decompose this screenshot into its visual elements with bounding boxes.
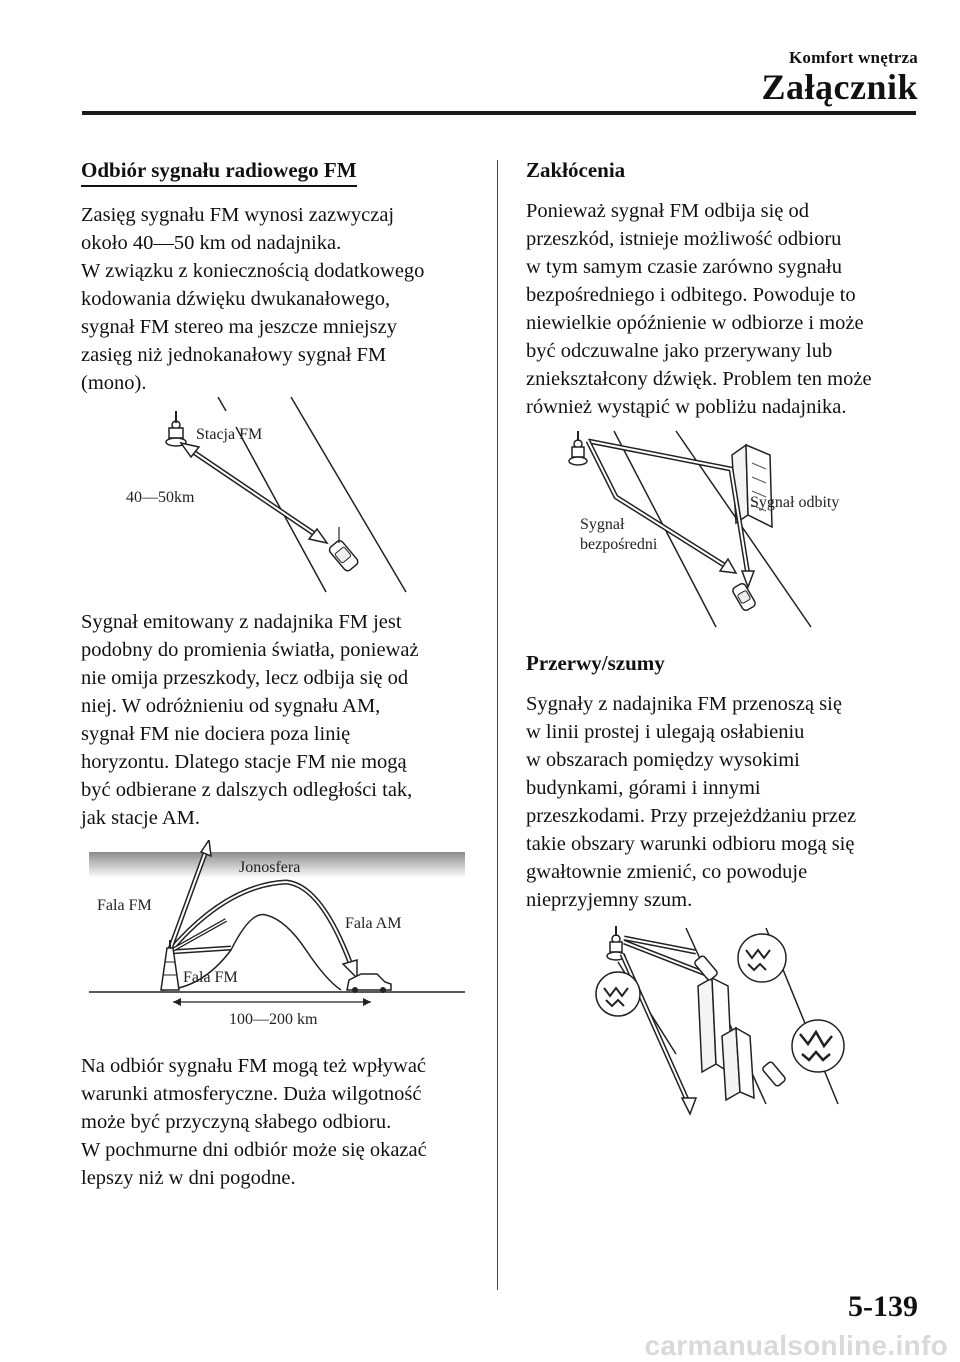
direct-signal-label-line2: bezpośredni — [580, 536, 658, 553]
interference-heading: Zakłócenia — [526, 158, 626, 182]
ionosphere-figure — [81, 840, 481, 1040]
noise-bubble-icon — [792, 1020, 844, 1072]
noise-bubble-icon — [738, 934, 786, 982]
car-icon — [328, 539, 360, 572]
noise-figure — [526, 924, 926, 1124]
range-arrow — [181, 443, 327, 543]
car-icon — [347, 974, 391, 993]
am-wave-label: Fala AM — [345, 915, 402, 932]
distance-label: 100―200 km — [229, 1011, 318, 1028]
reflected-signal-label: Sygnał odbity — [750, 494, 840, 511]
right-column — [526, 158, 926, 1124]
watermark: carmanualsonline.info — [644, 1330, 948, 1361]
fm-light-paragraph: Sygnał emitowany z nadajnika FM jest podobny do promienia światła, ponieważ nie omija przeszkody, lecz odbija się od niej. W odróżnieniu od sygnału AM, sygnał FM nie dociera poza linię horyzontu. Dlatego stacje FM nie mogą być odbierane z dalszych odległości tak, jak stacje AM. — [81, 611, 419, 829]
fm-wave-label-2: Fala FM — [183, 969, 238, 986]
fm-range-paragraph: Zasięg sygnału FM wynosi zazwyczaj około 40―50 km od nadajnika. W związku z koniecznością dodatkowego kodowania dźwięku dwukanałowego, sygnał FM stereo ma jeszcze mniejszy zasięg niż jednokanałowy sygnał FM (mono). — [81, 204, 425, 394]
interference-paragraph: Ponieważ sygnał FM odbija się od przeszkód, istnieje możliwość odbioru w tym samym czasie zarówno sygnału bezpośredniego i odbitego. Powoduje to niewielkie opóźnienie w odbiorze i może być odczuwalne jako przerywany lub zniekształcony dźwięk. Problem ten może również wystąpić w pobliżu nadajnika. — [526, 200, 872, 418]
left-column — [81, 158, 481, 1192]
reflected-signal-arrow — [588, 441, 748, 575]
direct-signal-label-line1: Sygnał — [580, 516, 625, 533]
fm-range-figure — [81, 397, 481, 602]
fm-reception-heading: Odbiór sygnału radiowego FM — [81, 158, 357, 187]
station-label: Stacja FM — [196, 426, 263, 443]
page-title: Załącznik — [761, 67, 918, 107]
interruptions-paragraph: Sygnały z nadajnika FM przenoszą się w linii prostej i ulegają osłabieniu w obszarach pomiędzy wysokimi budynkami, górami i innymi przeszkodami. Przy przejeżdżaniu przez takie obszary warunki odbioru mogą się gwałtownie zmienić, co powoduje nieprzyjemny szum. — [526, 693, 857, 911]
car-icon — [731, 582, 756, 612]
multipath-figure — [526, 427, 926, 637]
fm-wave-label-1: Fala FM — [97, 897, 152, 914]
weather-paragraph: Na odbiór sygnału FM mogą też wpływać warunki atmosferyczne. Duża wilgotność może być przyczyną słabego odbioru. W pochmurne dni odbiór może się okazać lepszy niż w dni pogodne. — [81, 1055, 427, 1189]
building-icon — [698, 978, 754, 1100]
distance-label: 40―50km — [126, 489, 195, 506]
noise-bubble-icon — [596, 972, 640, 1016]
car-icon — [694, 955, 719, 981]
interruptions-heading: Przerwy/szumy — [526, 651, 665, 675]
fm-station-icon — [166, 411, 186, 446]
section-subtitle: Komfort wnętrza — [788, 48, 918, 67]
page-number: 5-139 — [848, 1290, 918, 1323]
car-icon — [762, 1061, 787, 1087]
fm-station-icon — [569, 431, 587, 465]
ionosphere-label: Jonosfera — [239, 859, 301, 876]
column-divider — [497, 160, 498, 1290]
header-rule — [82, 111, 916, 115]
